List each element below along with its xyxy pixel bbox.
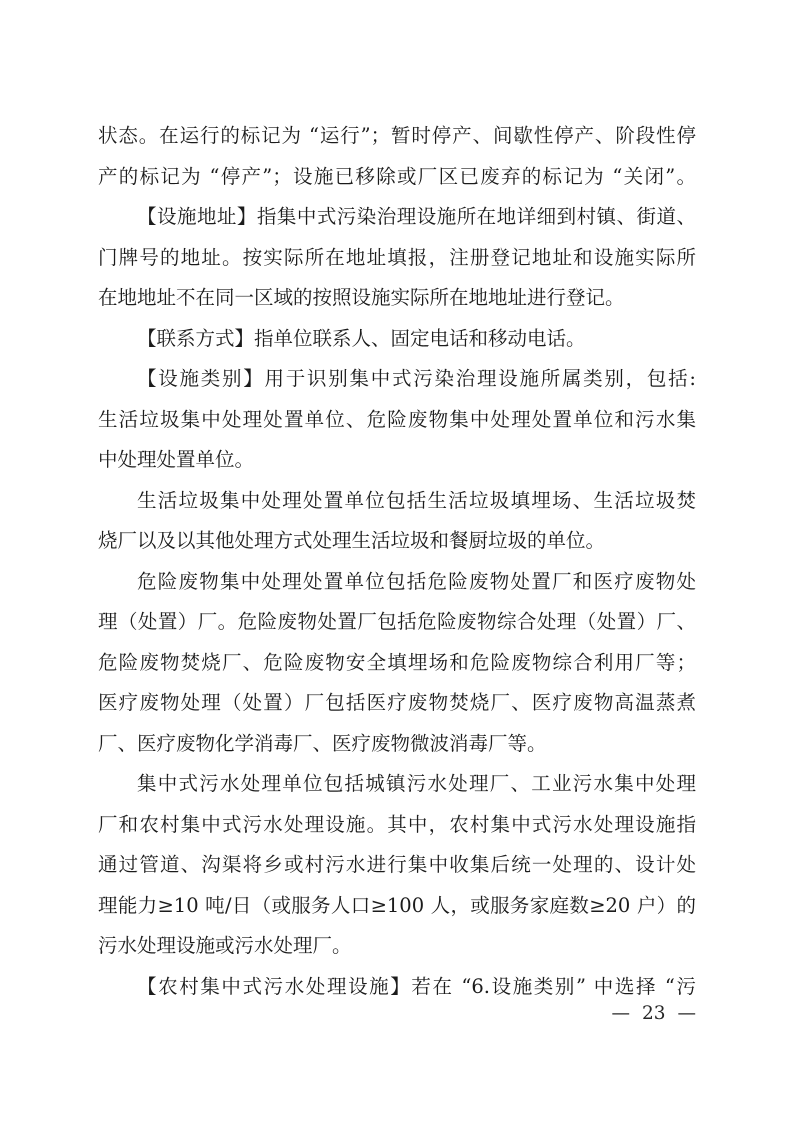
text-line: 生活垃圾集中处理处置单位包括生活垃圾填埋场、生活垃圾焚 [137, 488, 696, 512]
document-body [98, 116, 696, 1007]
footer-right-dash: — [677, 1003, 696, 1024]
page-footer [98, 1002, 696, 1026]
text-line: 【设施地址】指集中式污染治理设施所在地详细到村镇、街道、 [137, 205, 696, 228]
text-line: 【设施类别】用于识别集中式污染治理设施所属类别，包括: [137, 367, 696, 390]
page-number: 23 [641, 1003, 666, 1024]
text-line: 理（处置）厂。危险废物处置厂包括危险废物综合处理（处置）厂、 [98, 610, 696, 633]
text-line: 集中式污水处理单位包括城镇污水处理厂、工业污水集中处理 [137, 772, 696, 795]
text-line: 产的标记为 “停产”；设施已移除或厂区已废弃的标记为 “关闭”。 [98, 164, 696, 188]
text-line: 危险废物焚烧厂、危险废物安全填埋场和危险废物综合利用厂等； [98, 650, 696, 674]
text-line: 厂、医疗废物化学消毒厂、医疗废物微波消毒厂等。 [98, 731, 547, 755]
text-line: 【联系方式】指单位联系人、固定电话和移动电话。 [137, 326, 586, 350]
text-line: 烧厂以及以其他处理方式处理生活垃圾和餐厨垃圾的单位。 [98, 529, 606, 552]
text-line: 理能力≥10 吨/日（或服务人口≥100 人，或服务家庭数≥20 户）的 [98, 893, 696, 917]
text-line: 在地地址不在同一区域的按照设施实际所在地地址进行登记。 [98, 286, 625, 309]
text-line: 门牌号的地址。按实际所在地址填报，注册登记地址和设施实际所 [98, 245, 696, 269]
text-line: 【农村集中式污水处理设施】若在 “6.设施类别” 中选择 “污 [137, 974, 696, 998]
footer-left-dash: — [611, 1003, 630, 1024]
text-line: 通过管道、沟渠将乡或村污水进行集中收集后统一处理的、设计处 [98, 853, 696, 876]
text-line: 状态。在运行的标记为 “运行”；暂时停产、间歇性停产、阶段性停 [98, 124, 696, 147]
text-line: 医疗废物处理（处置）厂包括医疗废物焚烧厂、医疗废物高温蒸煮 [98, 691, 696, 714]
text-line: 生活垃圾集中处理处置单位、危险废物集中处理处置单位和污水集 [98, 407, 696, 431]
text-line: 中处理处置单位。 [98, 448, 255, 471]
text-line: 危险废物集中处理处置单位包括危险废物处置厂和医疗废物处 [137, 569, 696, 593]
text-line: 污水处理设施或污水处理厂。 [98, 934, 352, 957]
text-line: 厂和农村集中式污水处理设施。其中，农村集中式污水处理设施指 [98, 812, 696, 836]
